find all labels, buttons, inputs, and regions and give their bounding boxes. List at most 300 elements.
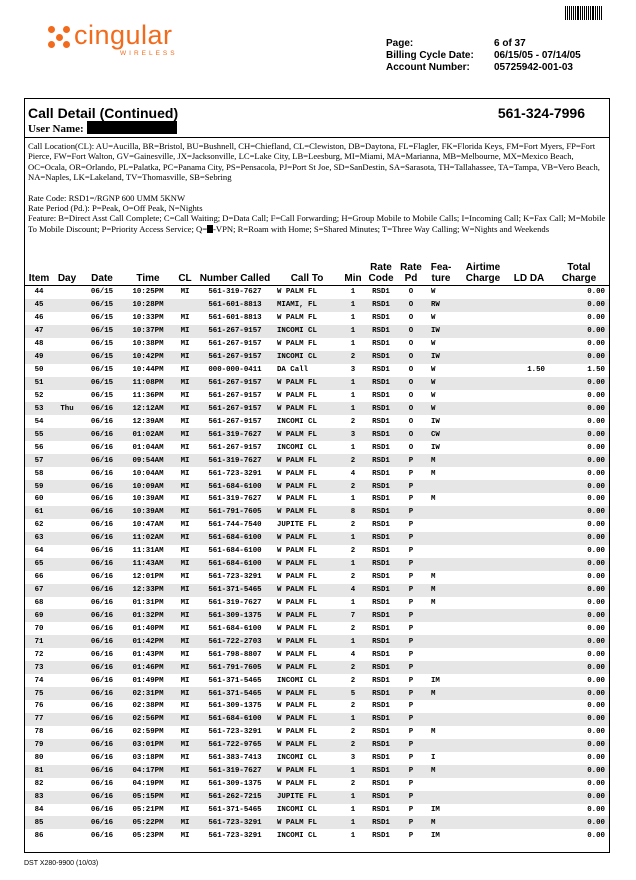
- cell-ld-da: [509, 778, 549, 791]
- cell-rate-code: RSD1: [372, 573, 390, 582]
- cell-cl: MI: [180, 831, 190, 840]
- cell-time: 02:56PM: [123, 713, 173, 726]
- cell-date: 06/16: [90, 754, 114, 763]
- cell-day: [53, 415, 81, 428]
- cell-feature: W: [431, 391, 436, 400]
- cell-rate-code: RSD1: [372, 676, 390, 685]
- cell-ld-da: [509, 635, 549, 648]
- cell-min: 8: [341, 506, 365, 519]
- cell-feature: RW: [425, 299, 457, 312]
- cell-number: 561-319-7627: [197, 765, 273, 778]
- cell-airtime: [457, 364, 509, 377]
- cell-item: 60: [34, 495, 44, 504]
- cell-call-to: INCOMI CL: [277, 754, 317, 763]
- cell-cl: MI: [180, 598, 190, 607]
- cell-time: 10:39AM: [132, 495, 164, 504]
- cell-call-to: W PALM FL: [273, 558, 341, 571]
- cell-date: 06/16: [90, 598, 114, 607]
- cell-call-to: W PALM FL: [273, 635, 341, 648]
- cell-total: 0.00: [587, 624, 605, 633]
- cell-time: 11:36PM: [132, 391, 164, 400]
- cell-item: 69: [25, 609, 53, 622]
- cell-call-to: W PALM FL: [273, 402, 341, 415]
- cell-airtime: [457, 390, 509, 403]
- cell-date: 06/16: [81, 532, 123, 545]
- cell-airtime: [457, 739, 509, 752]
- cell-rate-code: RSD1: [365, 351, 397, 364]
- feature-legend-b: -VPN; R=Roam with Home; S=Shared Minutes; T=Three Way Calling; W=Nights and Weekends: [213, 223, 550, 234]
- section-title: Call Detail (Continued): [28, 105, 179, 121]
- cell-number: 561-723-3291: [197, 816, 273, 829]
- cell-day: [53, 506, 81, 519]
- cell-rate-code: RSD1: [365, 428, 397, 441]
- cell-cl: MI: [173, 325, 197, 338]
- cell-day: [53, 804, 81, 817]
- cell-rate-pd: O: [397, 402, 425, 415]
- cell-ld-da: [509, 648, 549, 661]
- cell-time: 01:49PM: [132, 676, 164, 685]
- cell-feature: M: [431, 573, 436, 582]
- cell-item: 46: [34, 314, 44, 323]
- cell-date: 06/16: [90, 573, 114, 582]
- table-row: [25, 622, 609, 635]
- cell-day: [53, 609, 81, 622]
- cell-call-to: W PALM FL: [273, 687, 341, 700]
- cell-time: 04:17PM: [123, 765, 173, 778]
- cell-call-to: W PALM FL: [277, 650, 317, 659]
- cell-rate-pd: P: [397, 635, 425, 648]
- cell-min: 1: [350, 831, 356, 840]
- cell-airtime: [457, 506, 509, 519]
- cell-time: 12:39AM: [132, 417, 164, 426]
- cell-total: 0.00: [587, 728, 605, 737]
- cell-day: [53, 325, 81, 338]
- table-row: [25, 648, 609, 661]
- cell-day: [53, 687, 81, 700]
- cell-call-to: W PALM FL: [277, 598, 317, 607]
- cell-min: 5: [341, 687, 365, 700]
- cell-ld-da: [509, 558, 549, 571]
- cell-number: 561-744-7540: [208, 521, 262, 530]
- cell-rate-pd: P: [408, 521, 414, 530]
- cell-cl: MI: [173, 739, 197, 752]
- cell-feature: M: [431, 728, 436, 737]
- cell-ld-da: [509, 687, 549, 700]
- cell-cl: MI: [173, 377, 197, 390]
- cell-airtime: [457, 726, 509, 739]
- cell-time: 01:31PM: [132, 598, 164, 607]
- cell-ld-da: [509, 752, 549, 765]
- cell-number: 561-262-7215: [197, 791, 273, 804]
- cell-feature: M: [425, 687, 457, 700]
- account-value: 05725942-001-03: [494, 62, 573, 73]
- user-name: [28, 121, 177, 135]
- cell-ld-da: [509, 519, 549, 532]
- cell-airtime: [457, 545, 509, 558]
- cell-item: 79: [25, 739, 53, 752]
- cell-rate-pd: O: [408, 443, 414, 452]
- table-row: [25, 558, 609, 571]
- cell-call-to: W PALM FL: [273, 584, 341, 597]
- cell-item: 50: [34, 366, 44, 375]
- cell-day: [53, 635, 81, 648]
- table-row: [25, 635, 609, 648]
- cell-ld-da: [509, 713, 549, 726]
- cell-ld-da: [509, 726, 549, 739]
- cell-call-to: JUPITE FL: [277, 521, 317, 530]
- cell-rate-code: RSD1: [372, 624, 390, 633]
- cell-number: 561-371-5465: [208, 676, 262, 685]
- cell-date: 06/15: [90, 314, 114, 323]
- cell-date: 06/16: [81, 713, 123, 726]
- cell-call-to: W PALM FL: [273, 506, 341, 519]
- cell-rate-code: RSD1: [372, 495, 390, 504]
- cell-call-to: W PALM FL: [277, 495, 317, 504]
- cell-rate-code: RSD1: [365, 402, 397, 415]
- cell-feature: [425, 648, 457, 661]
- cell-call-to: W PALM FL: [273, 428, 341, 441]
- feature-legend: [28, 213, 606, 234]
- cell-min: 2: [341, 739, 365, 752]
- cell-date: 06/16: [90, 547, 114, 556]
- cell-total: 0.00: [549, 299, 609, 312]
- cell-min: 2: [350, 573, 356, 582]
- cell-time: 05:23PM: [132, 831, 164, 840]
- cell-date: 06/16: [81, 506, 123, 519]
- cell-min: 2: [350, 417, 356, 426]
- cell-min: 1: [341, 816, 365, 829]
- cell-call-to: W PALM FL: [277, 702, 317, 711]
- cell-rate-pd: P: [408, 495, 414, 504]
- table-row: [25, 493, 609, 506]
- cell-airtime: [457, 338, 509, 351]
- cell-rate-pd: P: [408, 598, 414, 607]
- cell-ld-da: [509, 804, 549, 817]
- cell-rate-pd: P: [397, 480, 425, 493]
- cell-min: 2: [350, 702, 356, 711]
- cell-number: 561-601-8813: [197, 299, 273, 312]
- cell-item: 53: [25, 402, 53, 415]
- cell-airtime: [457, 635, 509, 648]
- cell-cl: MI: [173, 506, 197, 519]
- cell-item: 51: [25, 377, 53, 390]
- cell-cl: MI: [180, 573, 190, 582]
- cell-time: 01:43PM: [132, 650, 164, 659]
- cell-total: 0.00: [587, 780, 605, 789]
- cell-date: 06/16: [90, 780, 114, 789]
- page-label: Page:: [386, 38, 414, 49]
- cell-call-to: INCOMI CL: [273, 325, 341, 338]
- cell-min: 1: [341, 402, 365, 415]
- cell-day: [53, 286, 81, 299]
- cell-rate-code: RSD1: [365, 661, 397, 674]
- cell-item: 83: [25, 791, 53, 804]
- cell-airtime: [457, 804, 509, 817]
- cell-feature: IM: [431, 676, 440, 685]
- cell-rate-pd: P: [408, 805, 414, 814]
- cell-number: 561-319-7627: [208, 288, 262, 297]
- cell-airtime: [457, 571, 509, 584]
- cell-day: [53, 480, 81, 493]
- cell-feature: [425, 622, 457, 635]
- cell-number: 561-723-3291: [208, 469, 262, 478]
- cell-min: 1: [350, 495, 356, 504]
- cell-rate-code: RSD1: [365, 635, 397, 648]
- cell-rate-code: RSD1: [365, 765, 397, 778]
- cell-time: 01:02AM: [123, 428, 173, 441]
- cell-item: 65: [25, 558, 53, 571]
- cell-time: 11:31AM: [132, 547, 164, 556]
- table-row: [25, 804, 609, 817]
- cell-cl: MI: [173, 428, 197, 441]
- table-row: [25, 325, 609, 338]
- cell-feature: IM: [431, 805, 440, 814]
- cell-cl: MI: [173, 558, 197, 571]
- cell-date: 06/16: [90, 728, 114, 737]
- cell-airtime: [457, 609, 509, 622]
- cell-airtime: [457, 402, 509, 415]
- cell-ld-da: [509, 480, 549, 493]
- cell-call-to: MIAMI, FL: [273, 299, 341, 312]
- cell-rate-code: RSD1: [372, 805, 390, 814]
- cell-total: 0.00: [587, 469, 605, 478]
- cell-total: 0.00: [549, 661, 609, 674]
- cell-min: 1: [350, 805, 356, 814]
- cell-ld-da: [509, 584, 549, 597]
- cell-time: 01:32PM: [123, 609, 173, 622]
- cell-date: 06/16: [90, 443, 114, 452]
- phone-number: 561-324-7996: [497, 105, 585, 121]
- table-row: [25, 299, 609, 312]
- cell-ld-da: [509, 506, 549, 519]
- cell-cl: MI: [180, 547, 190, 556]
- cell-feature: M: [431, 598, 436, 607]
- cell-date: 06/16: [81, 791, 123, 804]
- cell-item: 64: [34, 547, 44, 556]
- cell-rate-pd: O: [397, 351, 425, 364]
- cell-rate-code: RSD1: [372, 831, 390, 840]
- cell-ld-da: [509, 791, 549, 804]
- cell-time: 11:02AM: [123, 532, 173, 545]
- cell-rate-pd: P: [408, 831, 414, 840]
- col-min: Min: [341, 262, 365, 286]
- cell-rate-code: RSD1: [365, 584, 397, 597]
- cell-date: 06/16: [81, 558, 123, 571]
- cell-feature: [425, 739, 457, 752]
- cell-item: 52: [34, 391, 44, 400]
- cell-day: [53, 713, 81, 726]
- table-row: [25, 609, 609, 622]
- cell-item: 76: [34, 702, 44, 711]
- cell-feature: IW: [431, 417, 440, 426]
- cell-time: 12:01PM: [132, 573, 164, 582]
- cell-ld-da: [509, 739, 549, 752]
- cell-date: 06/16: [81, 739, 123, 752]
- cell-item: 86: [34, 831, 44, 840]
- legend: [28, 141, 606, 234]
- account-label: Account Number:: [386, 62, 470, 73]
- cell-number: 561-267-9157: [197, 325, 273, 338]
- cell-rate-pd: P: [397, 791, 425, 804]
- cell-rate-pd: P: [408, 728, 414, 737]
- cell-total: 0.00: [587, 443, 605, 452]
- cell-total: 0.00: [587, 547, 605, 556]
- cell-item: 63: [25, 532, 53, 545]
- cell-min: 2: [341, 454, 365, 467]
- cell-rate-pd: O: [397, 428, 425, 441]
- cell-time: 01:04AM: [132, 443, 164, 452]
- cell-feature: W: [425, 377, 457, 390]
- cell-min: 1: [341, 532, 365, 545]
- cell-total: 0.00: [587, 650, 605, 659]
- cell-date: 06/15: [90, 391, 114, 400]
- cell-rate-pd: P: [397, 713, 425, 726]
- cell-cl: MI: [180, 521, 190, 530]
- cell-ld-da: [509, 312, 549, 325]
- cell-ld-da: [509, 532, 549, 545]
- cell-cl: MI: [173, 791, 197, 804]
- table-row: [25, 700, 609, 713]
- cell-item: 66: [34, 573, 44, 582]
- cell-rate-code: RSD1: [372, 780, 390, 789]
- cell-airtime: [457, 286, 509, 299]
- cell-call-to: W PALM FL: [273, 454, 341, 467]
- col-cl: CL: [173, 262, 197, 286]
- cell-airtime: [457, 765, 509, 778]
- cell-rate-pd: P: [397, 532, 425, 545]
- cell-day: [53, 674, 81, 687]
- cell-time: 05:15PM: [123, 791, 173, 804]
- table-row: [25, 402, 609, 415]
- cell-day: [53, 390, 81, 403]
- call-detail-table: [25, 262, 609, 842]
- cell-item: 56: [34, 443, 44, 452]
- cell-min: 2: [341, 480, 365, 493]
- cell-call-to: INCOMI CL: [277, 676, 317, 685]
- cell-call-to: W PALM FL: [273, 661, 341, 674]
- cell-time: 10:47AM: [132, 521, 164, 530]
- cell-time: 10:09AM: [123, 480, 173, 493]
- cell-ld-da: [509, 829, 549, 842]
- cell-rate-code: RSD1: [365, 687, 397, 700]
- cell-rate-code: RSD1: [372, 547, 390, 556]
- cell-rate-pd: P: [397, 816, 425, 829]
- cell-item: 57: [25, 454, 53, 467]
- cell-call-to: W PALM FL: [277, 624, 317, 633]
- cell-item: 84: [34, 805, 44, 814]
- cell-airtime: [457, 493, 509, 506]
- cell-day: [53, 726, 81, 739]
- cell-day: [53, 661, 81, 674]
- cell-call-to: INCOMI CL: [277, 417, 317, 426]
- cell-min: 2: [350, 780, 356, 789]
- cell-time: 10:04AM: [132, 469, 164, 478]
- col-airtime: Airtime Charge: [457, 262, 509, 286]
- cell-airtime: [457, 648, 509, 661]
- cell-rate-pd: O: [397, 377, 425, 390]
- cell-call-to: W PALM FL: [277, 573, 317, 582]
- cell-time: 11:08PM: [123, 377, 173, 390]
- cell-feature: W: [425, 402, 457, 415]
- cell-number: 561-267-9157: [208, 340, 262, 349]
- cell-cl: MI: [180, 650, 190, 659]
- cell-day: [53, 493, 81, 506]
- cell-call-to: W PALM FL: [273, 377, 341, 390]
- cell-airtime: [457, 351, 509, 364]
- cell-feature: W: [431, 314, 436, 323]
- cell-feature: M: [431, 495, 436, 504]
- form-code: DST X280-9900 (10/03): [24, 860, 99, 867]
- cell-item: 70: [34, 624, 44, 633]
- cell-feature: M: [431, 469, 436, 478]
- cell-rate-pd: O: [397, 299, 425, 312]
- table-header: [25, 262, 609, 286]
- cell-airtime: [457, 558, 509, 571]
- cell-rate-code: RSD1: [365, 791, 397, 804]
- cell-total: 0.00: [549, 765, 609, 778]
- cell-item: 67: [25, 584, 53, 597]
- cell-time: 10:28PM: [123, 299, 173, 312]
- cell-cl: MI: [180, 288, 190, 297]
- cell-date: 06/16: [90, 624, 114, 633]
- cell-rate-code: RSD1: [365, 739, 397, 752]
- cell-day: [53, 765, 81, 778]
- cell-rate-code: RSD1: [372, 340, 390, 349]
- table-row: [25, 829, 609, 842]
- cell-time: 10:39AM: [123, 506, 173, 519]
- cell-day: [53, 739, 81, 752]
- table-row: [25, 687, 609, 700]
- cell-cl: MI: [173, 584, 197, 597]
- cell-min: 1: [350, 391, 356, 400]
- cell-cl: MI: [173, 402, 197, 415]
- cell-ld-da: [509, 765, 549, 778]
- cell-number: 561-601-8813: [208, 314, 262, 323]
- cell-feature: IW: [431, 443, 440, 452]
- cell-item: 81: [25, 765, 53, 778]
- cell-date: 06/16: [90, 417, 114, 426]
- cell-date: 06/16: [90, 650, 114, 659]
- cell-airtime: [457, 674, 509, 687]
- cell-date: 06/16: [90, 805, 114, 814]
- col-date: Date: [81, 262, 123, 286]
- cingular-x-icon: [48, 26, 70, 48]
- cell-item: 45: [25, 299, 53, 312]
- cell-cl: MI: [180, 314, 190, 323]
- cell-call-to: INCOMI CL: [273, 351, 341, 364]
- table-row: [25, 778, 609, 791]
- cell-number: 561-309-1375: [208, 780, 262, 789]
- cell-rate-pd: O: [397, 325, 425, 338]
- cell-ld-da: [509, 467, 549, 480]
- cell-feature: M: [425, 765, 457, 778]
- cell-feature: M: [425, 454, 457, 467]
- cell-airtime: [457, 752, 509, 765]
- cell-time: 03:18PM: [132, 754, 164, 763]
- barcode-icon: [565, 6, 602, 20]
- cell-min: 1: [350, 288, 356, 297]
- cell-feature: I: [431, 754, 436, 763]
- cell-day: [53, 791, 81, 804]
- cell-item: 54: [34, 417, 44, 426]
- table-row: [25, 713, 609, 726]
- table-row: [25, 467, 609, 480]
- table-row: [25, 661, 609, 674]
- cell-rate-pd: P: [408, 780, 414, 789]
- cell-min: 1: [341, 325, 365, 338]
- cell-rate-pd: O: [408, 340, 414, 349]
- cell-call-to: JUPITE FL: [273, 791, 341, 804]
